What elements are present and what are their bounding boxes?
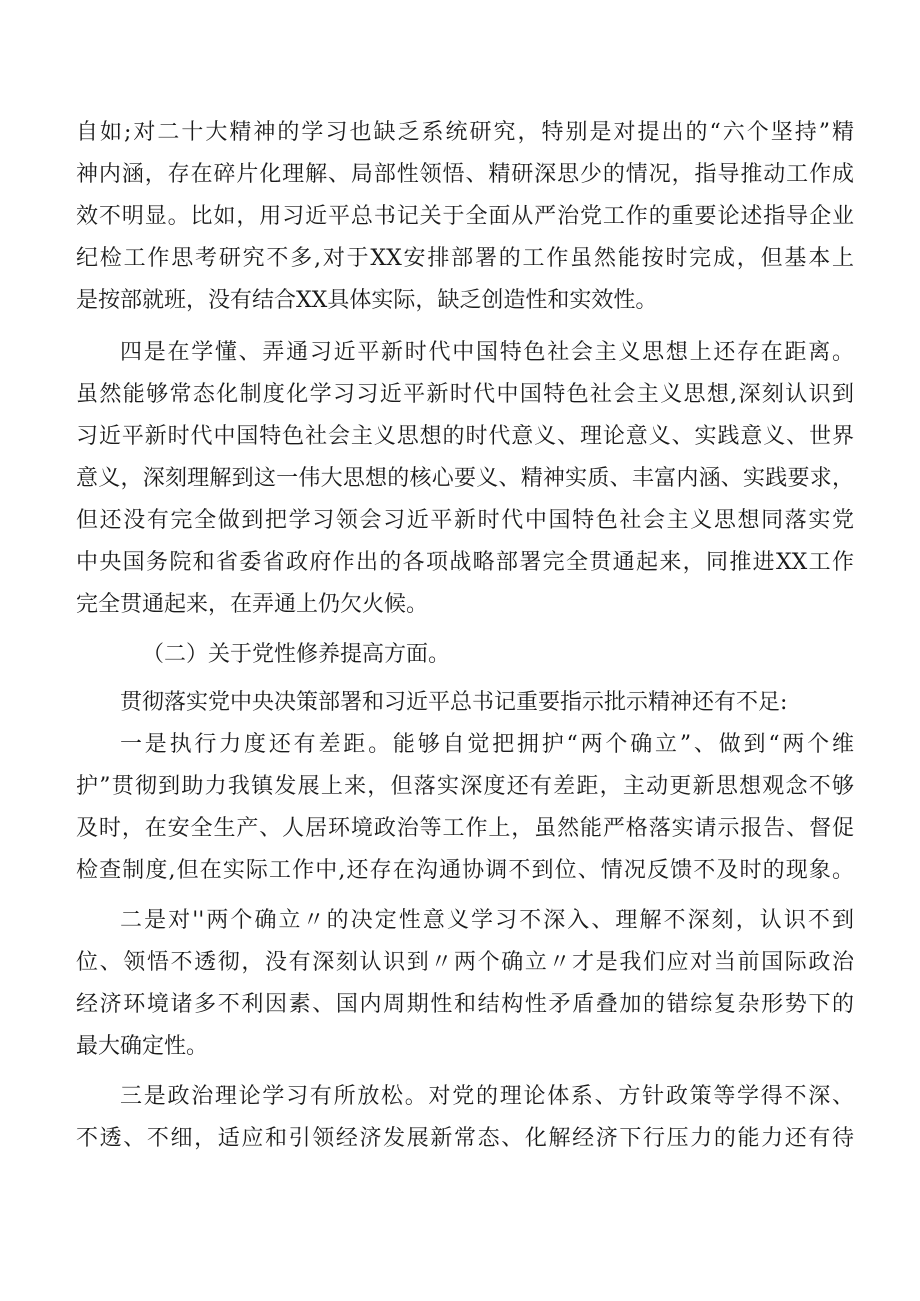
text-line: 是按部就班，没有结合XX具体实际，缺乏创造性和实效性。 xyxy=(76,288,658,313)
text-line: （二）关于党性修养提高方面。 xyxy=(142,642,451,667)
text-line: 效不明显。比如，用习近平总书记关于全面从严治党工作的重要论述指导企业 xyxy=(76,204,854,229)
text-line: 及时，在安全生产、人居环境政治等工作上，虽然能严格落实请示报告、督促 xyxy=(76,816,854,841)
text-line: 护”贯彻到助力我镇发展上来，但落实深度还有差距，主动更新思想观念不够 xyxy=(76,774,854,799)
text-line: 完全贯通起来，在弄通上仍欠火候。 xyxy=(76,592,429,617)
text-line: 三是政治理论学习有所放松。对党的理论体系、方针政策等学得不深、 xyxy=(120,1084,854,1109)
text-line: 但还没有完全做到把学习领会习近平新时代中国特色社会主义思想同落实党 xyxy=(76,508,854,533)
text-line: 中央国务院和省委省政府作出的各项战略部署完全贯通起来，同推进XX工作 xyxy=(76,550,854,575)
text-line: 意义，深刻理解到这一伟大思想的核心要义、精神实质、丰富内涵、实践要求， xyxy=(76,466,854,491)
text-line: 纪检工作思考研究不多,对于XX安排部署的工作虽然能按时完成，但基本上 xyxy=(76,246,854,271)
text-line: 经济环境诸多不利因素、国内周期性和结构性矛盾叠加的错综复杂形势下的 xyxy=(76,992,854,1017)
text-line: 习近平新时代中国特色社会主义思想的时代意义、理论意义、实践意义、世界 xyxy=(76,424,854,449)
text-line: 神内涵，存在碎片化理解、局部性领悟、精研深思少的情况，指导推动工作成 xyxy=(76,162,854,187)
text-line: 二是对''两个确立〃的决定性意义学习不深入、理解不深刻，认识不到 xyxy=(120,908,854,933)
text-line: 贯彻落实党中央决策部署和习近平总书记重要指示批示精神还有不足: xyxy=(120,690,788,715)
text-line: 四是在学懂、弄通习近平新时代中国特色社会主义思想上还存在距离。 xyxy=(120,340,854,365)
text-line: 一是执行力度还有差距。能够自觉把拥护“两个确立”、做到“两个维 xyxy=(120,732,854,757)
text-line: 最大确定性。 xyxy=(76,1034,209,1059)
text-line: 自如;对二十大精神的学习也缺乏系统研究，特别是对提出的“六个坚持”精 xyxy=(76,120,854,145)
text-line: 位、领悟不透彻，没有深刻认识到〃两个确立〃才是我们应对当前国际政治 xyxy=(76,950,854,975)
text-line: 不透、不细，适应和引领经济发展新常态、化解经济下行压力的能力还有待 xyxy=(76,1126,854,1151)
text-line: 虽然能够常态化制度化学习习近平新时代中国特色社会主义思想,深刻认识到 xyxy=(76,382,854,407)
text-line: 检查制度,但在实际工作中,还存在沟通协调不到位、情况反馈不及时的现象。 xyxy=(76,858,854,883)
